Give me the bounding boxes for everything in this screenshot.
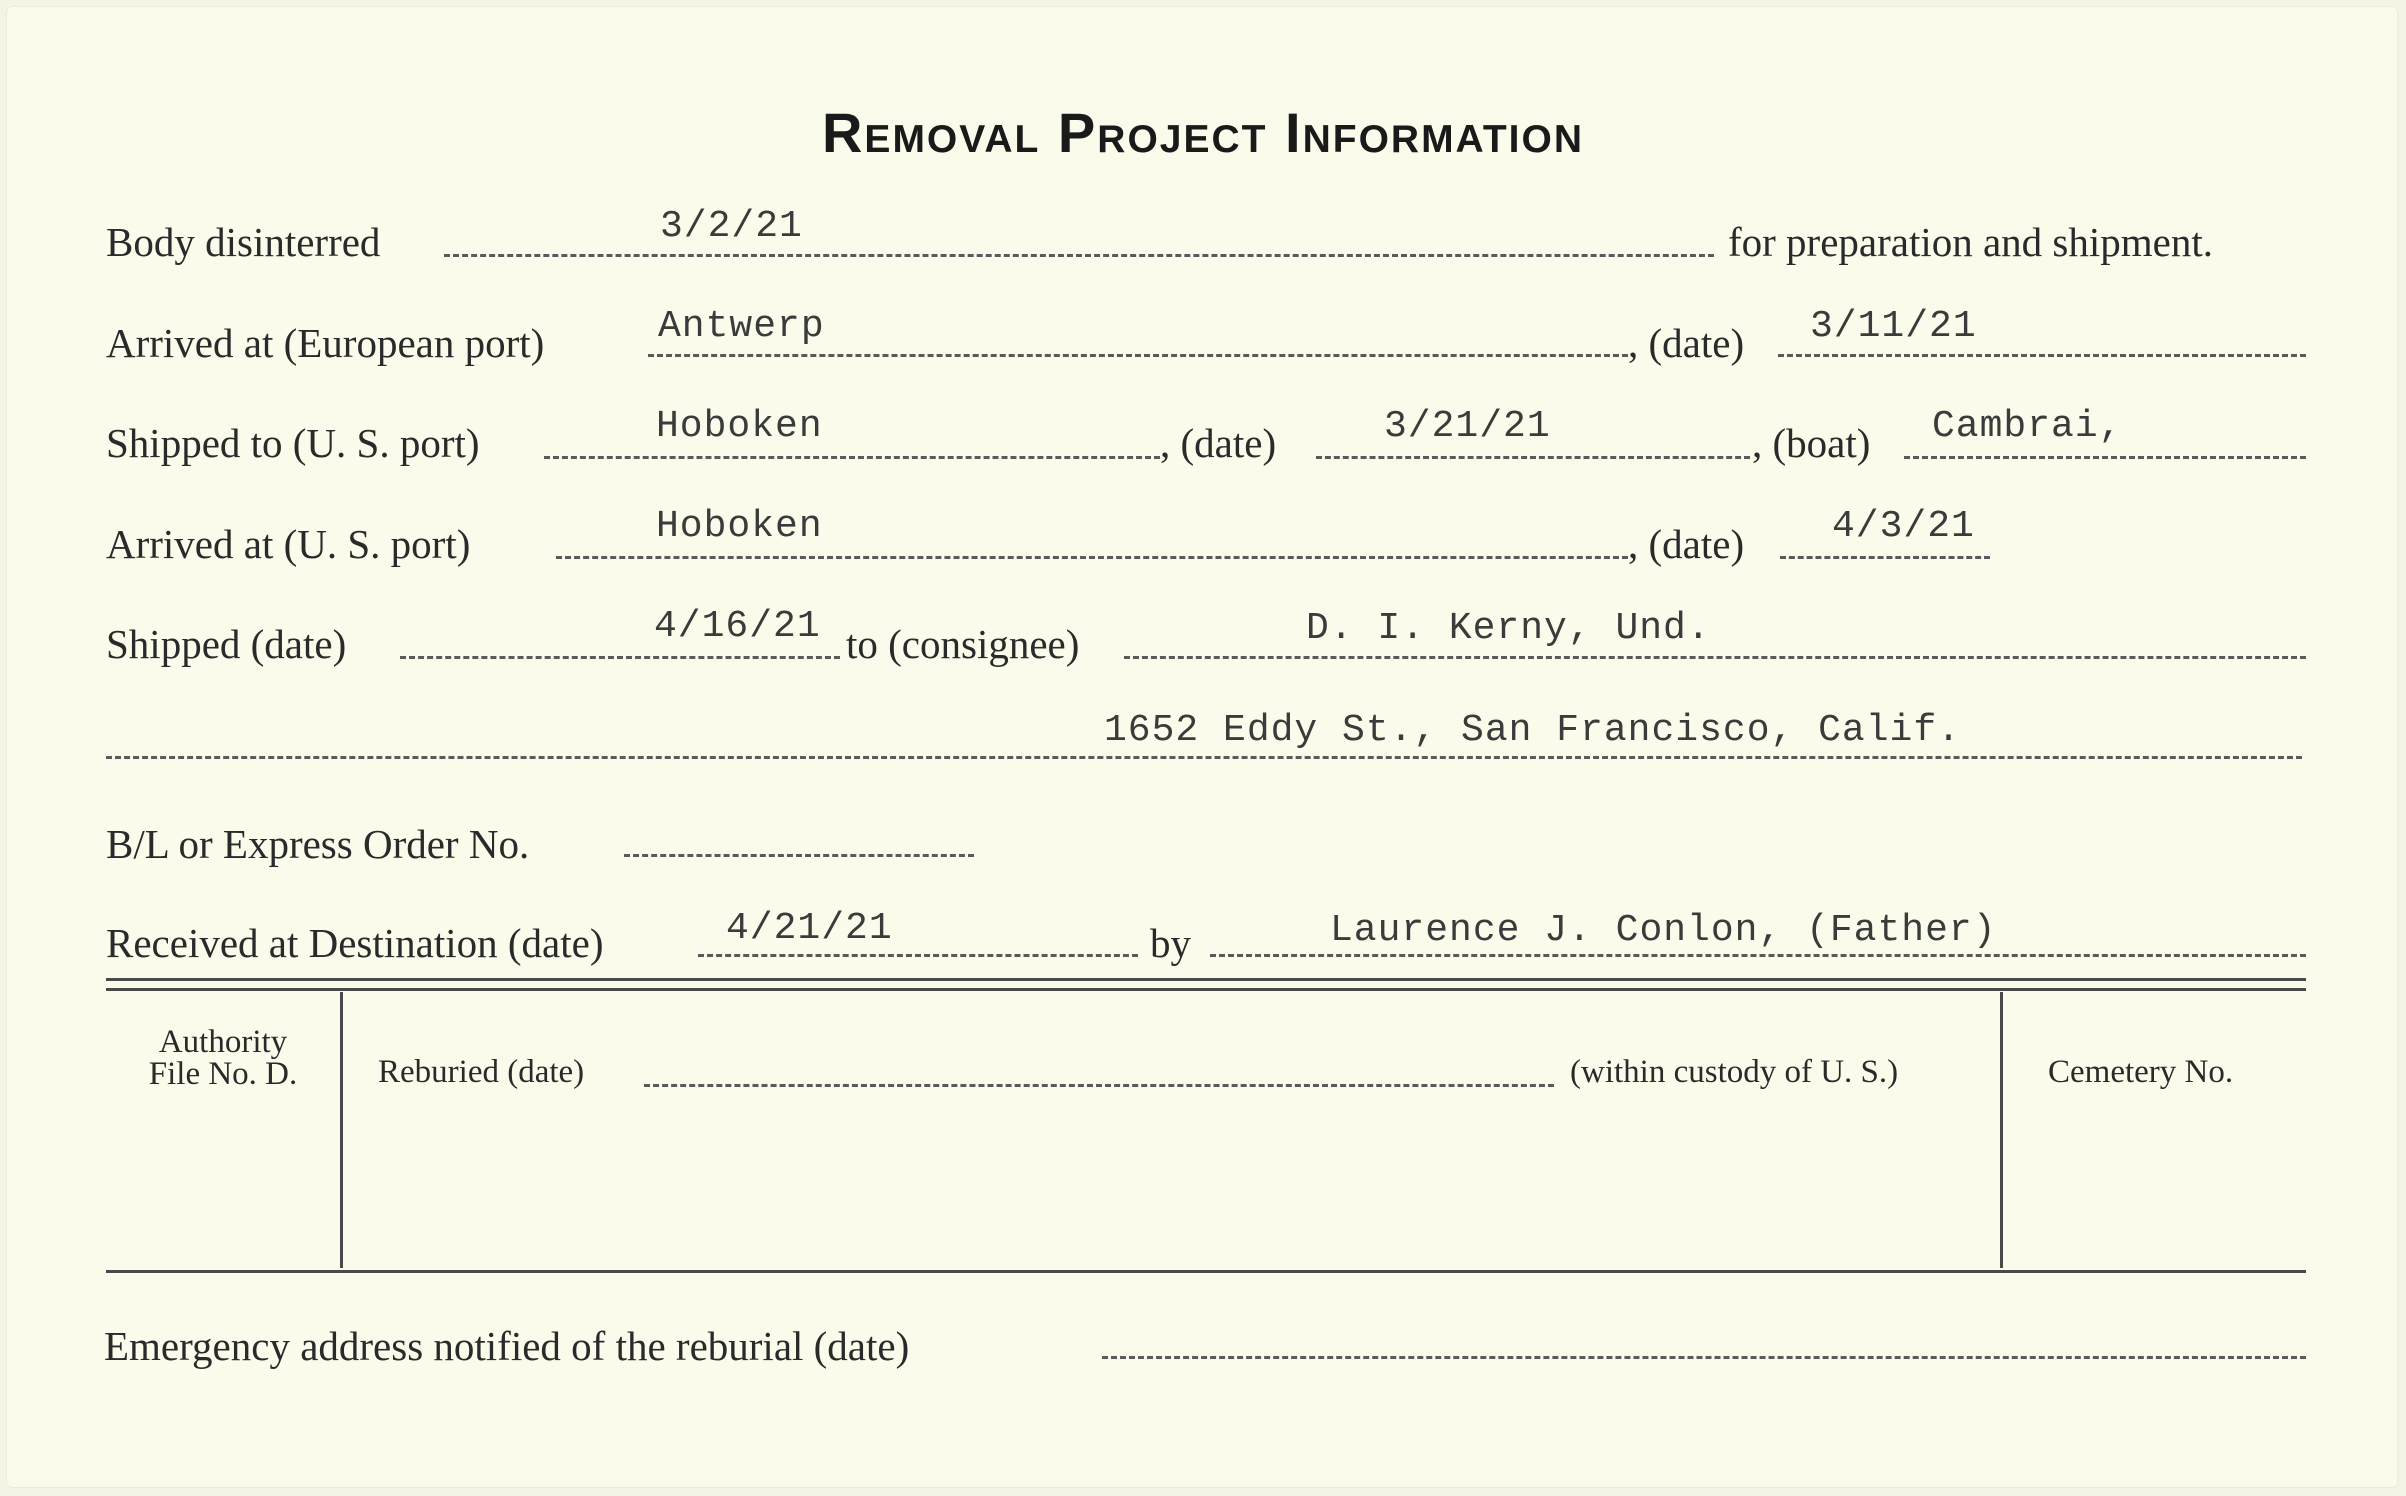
reburied-suffix: (within custody of U. S.)	[1570, 1054, 1899, 1090]
received-by-line	[1210, 954, 2306, 957]
bl-label: B/L or Express Order No.	[106, 821, 530, 867]
received-by-label: by	[1150, 920, 1191, 966]
shipped-date-label: Shipped (date)	[106, 621, 347, 667]
arrived-european-date-label: , (date)	[1628, 320, 1745, 366]
consignee-value[interactable]: D. I. Kerny, Und.	[1306, 607, 1711, 650]
form-title: Removal Project Information	[821, 101, 1584, 164]
shipped-date-line	[400, 656, 840, 659]
arrived-us-label: Arrived at (U. S. port)	[106, 521, 471, 567]
address-line	[106, 756, 2302, 759]
body-disinterred-suffix: for preparation and shipment.	[1728, 219, 2214, 265]
table-top-rule-2	[106, 988, 2306, 991]
shipped-date-value[interactable]: 4/16/21	[654, 605, 821, 648]
arrived-european-line	[648, 354, 1628, 357]
authority-label-line2: File No. D.	[148, 1056, 298, 1092]
shipped-us-date-line	[1316, 456, 1750, 459]
arrived-us-port-value[interactable]: Hoboken	[656, 505, 823, 548]
table-divider-right	[2000, 992, 2003, 1268]
consignee-line	[1124, 656, 2306, 659]
reburied-label: Reburied (date)	[378, 1054, 585, 1090]
reburied-line[interactable]	[644, 1084, 1554, 1087]
arrived-european-label: Arrived at (European port)	[106, 320, 545, 366]
shipped-us-boat-value[interactable]: Cambrai,	[1932, 405, 2123, 448]
arrived-european-date-value[interactable]: 3/11/21	[1810, 305, 1977, 348]
received-by-value[interactable]: Laurence J. Conlon, (Father)	[1330, 909, 1997, 952]
arrived-us-date-label: , (date)	[1628, 521, 1745, 567]
arrived-us-date-value[interactable]: 4/3/21	[1832, 505, 1975, 548]
shipped-us-boat-label: , (boat)	[1752, 420, 1871, 466]
shipped-us-line	[544, 456, 1160, 459]
arrived-european-port-value[interactable]: Antwerp	[658, 305, 825, 348]
authority-label-line1: Authority	[158, 1024, 288, 1060]
arrived-european-date-line	[1778, 354, 2306, 357]
received-label: Received at Destination (date)	[106, 920, 604, 966]
emergency-line[interactable]	[1102, 1356, 2306, 1359]
consignee-address-value[interactable]: 1652 Eddy St., San Francisco, Calif.	[1104, 709, 1961, 752]
body-disinterred-line	[444, 254, 1714, 257]
emergency-label: Emergency address notified of the reburial (date)	[104, 1323, 910, 1369]
shipped-us-label: Shipped to (U. S. port)	[106, 420, 480, 466]
shipped-us-port-value[interactable]: Hoboken	[656, 405, 823, 448]
shipped-us-boat-line	[1904, 456, 2306, 459]
shipped-us-date-value[interactable]: 3/21/21	[1384, 405, 1551, 448]
received-date-value[interactable]: 4/21/21	[726, 907, 893, 950]
table-divider-left	[340, 992, 343, 1268]
arrived-us-line	[556, 556, 1628, 559]
body-disinterred-value[interactable]: 3/2/21	[660, 205, 803, 248]
received-date-line	[698, 954, 1138, 957]
shipped-us-date-label: , (date)	[1160, 420, 1277, 466]
consignee-label: to (consignee)	[846, 621, 1080, 667]
table-top-rule-1	[106, 978, 2306, 981]
table-bottom-rule	[106, 1270, 2306, 1273]
cemetery-label: Cemetery No.	[2048, 1054, 2234, 1090]
arrived-us-date-line	[1780, 556, 1990, 559]
bl-line[interactable]	[624, 854, 974, 857]
body-disinterred-label: Body disinterred	[106, 219, 381, 265]
